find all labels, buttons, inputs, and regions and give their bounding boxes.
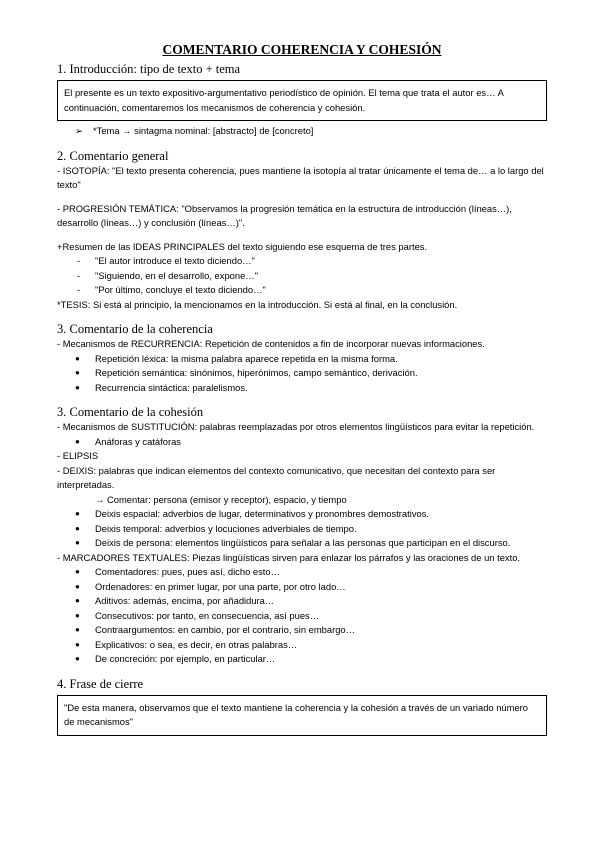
bullet-dot-icon: ● (75, 596, 80, 605)
list-item: ● Consecutivos: por tanto, en consecuencia, así pues… (57, 609, 547, 624)
sustitucion-list (57, 435, 547, 450)
recurrencia-list (57, 352, 547, 396)
list-item: ● Deixis temporal: adverbios y locuciones adverbiales de tiempo. (57, 522, 547, 537)
bullet-dot-icon: ● (75, 509, 80, 518)
section-coherencia-heading: 3. Comentario de la coherencia (57, 322, 213, 336)
arrow-bullet-icon: ➢ (75, 125, 83, 136)
list-item: ● Repetición léxica: la misma palabra aparece repetida en la misma forma. (57, 352, 547, 367)
bullet-dot-icon: ● (75, 567, 80, 576)
bullet-dot-icon: ● (75, 538, 80, 547)
list-item: ● Aditivos: además, encima, por añadidura… (57, 594, 547, 609)
list-item: ● Recurrencia sintáctica: paralelismos. (57, 381, 547, 396)
sustitucion-paragraph: - Mecanismos de SUSTITUCIÓN: palabras reemplazadas por otros elementos lingüísticos para evitar la repetición. (57, 421, 535, 432)
elipsis-paragraph: - ELIPSIS (57, 450, 99, 461)
bullet-dot-icon: ● (75, 610, 80, 620)
bullet-dot-icon: ● (75, 523, 80, 533)
bullet-dot-icon: ● (75, 654, 80, 663)
list-item: ● Explicativos: o sea, es decir, en otras palabras… (57, 638, 547, 653)
list-item: ● Ordenadores: en primer lugar, por una parte, por otro lado… (57, 580, 547, 595)
section-introduccion-heading: 1. Introducción: tipo de texto + tema (57, 62, 241, 76)
list-item: ● Anáforas y catáforas (57, 435, 547, 450)
list-item: - "El autor introduce el texto diciendo…" (77, 255, 255, 266)
list-item: ● Contraargumentos: en cambio, por el contrario, sin embargo… (57, 623, 547, 638)
bullet-dot-icon: ● (75, 581, 80, 591)
document-content (57, 41, 547, 739)
resumen-list (57, 254, 547, 298)
list-item: ● Repetición semántica: sinónimos, hiperónimos, campo semántico, derivación. (57, 366, 547, 381)
progresion-paragraph: - PROGRESIÓN TEMÁTICA: "Observamos la progresión temática en la estructura de introducción (líneas…), desarrollo (líneas…) y conclusión (líneas…)". (57, 202, 512, 228)
list-item: ● Deixis de persona: elementos lingüísticos para señalar a las personas que participan en el discurso. (57, 536, 547, 551)
introduccion-box (57, 80, 547, 121)
tema-bullet-text: *Tema → sintagma nominal: [abstracto] de [concreto] (93, 125, 314, 136)
deixis-paragraph: - DEIXIS: palabras que indican elementos del contexto comunicativo, que necesitan del contexto para ser interpretadas. (57, 464, 496, 490)
bullet-dot-icon: ● (75, 625, 80, 634)
introduccion-box-text: El presente es un texto expositivo-argumentativo periodístico de opinión. El tema que trata el autor es… A continuación, comentaremos los mecanismos de coherencia y cohesión. (64, 87, 504, 113)
bullet-dot-icon: ● (75, 382, 80, 392)
list-item: ● Comentadores: pues, pues así, dicho esto… (57, 565, 547, 580)
tesis-paragraph: *TESIS: Si está al principio, la mencionamos en la introducción. Si está al final, en la conclusión. (57, 298, 458, 310)
marcadores-list (57, 565, 547, 667)
resumen-paragraph: +Resumen de las IDEAS PRINCIPALES del texto siguiendo ese esquema de tres partes. (57, 240, 428, 252)
tema-bullet (57, 124, 547, 139)
list-item: - "Siguiendo, en el desarrollo, expone…" (77, 269, 259, 281)
bullet-dot-icon: ● (75, 368, 80, 377)
section-comentario-general-heading: 2. Comentario general (57, 148, 169, 163)
recurrencia-paragraph: - Mecanismos de RECURRENCIA: Repetición de contenidos a fin de incorporar nuevas informaciones. (57, 338, 485, 349)
bullet-dot-icon: ● (75, 353, 80, 363)
section-frase-cierre-heading: 4. Frase de cierre (57, 676, 144, 691)
bullet-dot-icon: ● (75, 639, 80, 649)
list-item: - "Por último, concluye el texto diciendo…" (77, 284, 266, 295)
list-item: ● Deixis espacial: adverbios de lugar, determinativos y pronombres demostrativos. (57, 507, 547, 522)
document-title: COMENTARIO COHERENCIA Y COHESIÓN (162, 42, 442, 57)
list-item: ● De concreción: por ejemplo, en particular… (57, 652, 547, 667)
bullet-dot-icon: ● (75, 436, 80, 446)
section-cohesion-heading: 3. Comentario de la cohesión (57, 405, 204, 419)
deixis-arrow-note: → Comentar: persona (emisor y receptor), espacio, y tiempo (95, 493, 347, 505)
frase-cierre-text: "De esta manera, observamos que el texto mantiene la coherencia y la cohesión a través de un variado número de mecanismos" (64, 701, 529, 727)
deixis-list (57, 507, 547, 551)
frase-cierre-box (57, 695, 547, 736)
marcadores-paragraph: - MARCADORES TEXTUALES: Piezas lingüísticas sirven para enlazar los párrafos y las oraciones de un texto. (57, 551, 521, 563)
isotopia-paragraph: - ISOTOPÍA: "El texto presenta coherencia, pues mantiene la isotopía al tratar únicamente el tema de… a lo largo del texto" (57, 164, 544, 190)
